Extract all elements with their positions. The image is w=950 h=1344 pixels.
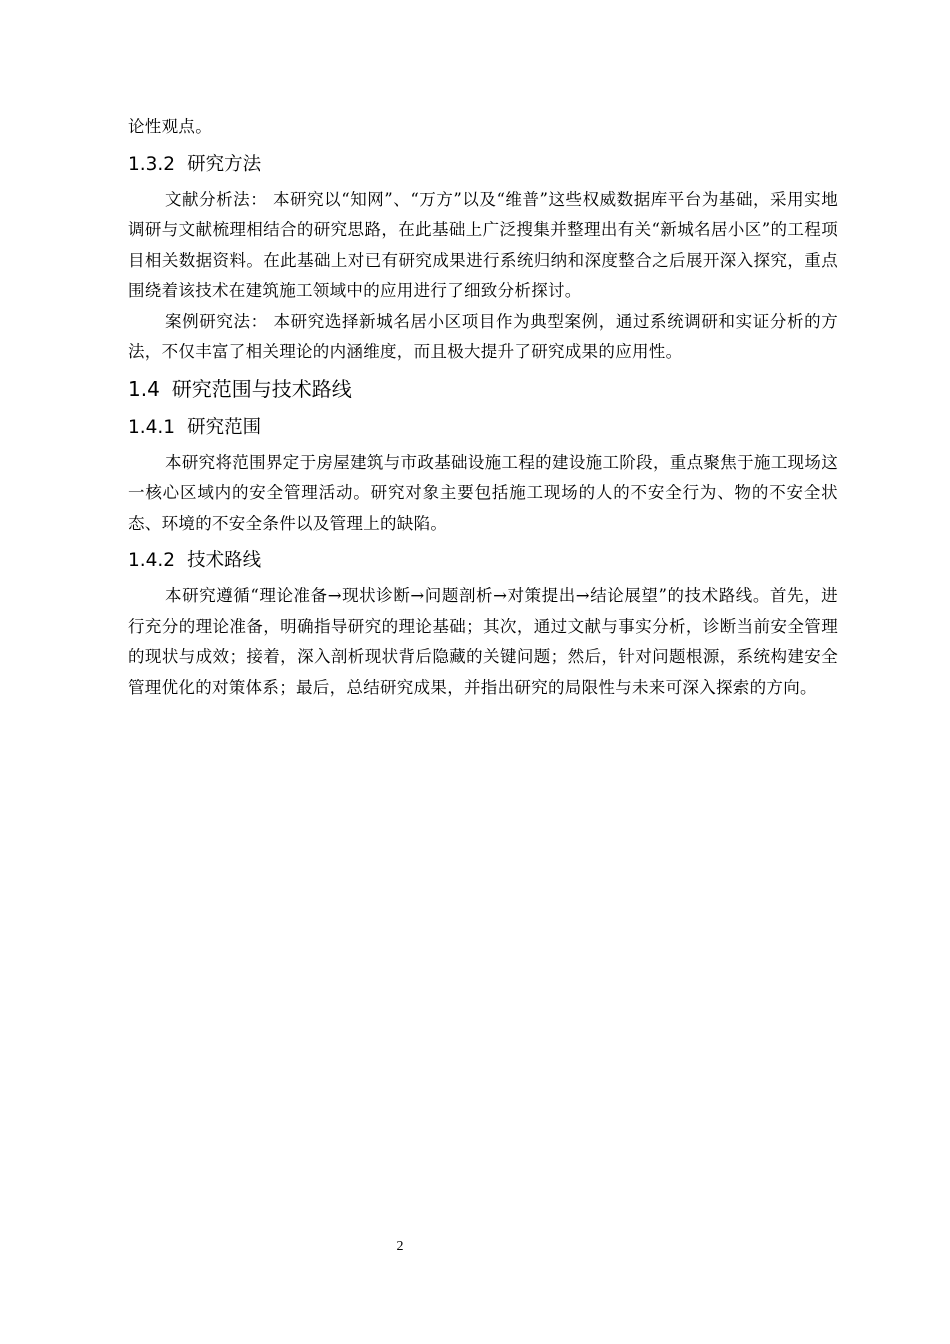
paragraph-literature-analysis: 文献分析法： 本研究以“知网”、“万方”以及“维普”这些权威数据库平台为基础，采用实地调研与文献梳理相结合的研究思路，在此基础上广泛搜集并整理出有关“新城名居小区”的工程项目相关数据资料。在此基础上对已有研究成果进行系统归纳和深度整合之后展开深入探究，重点围绕着该技术在建筑施工领域中的应用进行了细致分析探讨。 (128, 189, 838, 300)
heading-number: 1.4 (128, 376, 160, 401)
heading-title: 技术路线 (187, 550, 262, 571)
paragraph-case-study: 案例研究法： 本研究选择新城名居小区项目作为典型案例，通过系统调研和实证分析的方法，不仅丰富了相关理论的内涵维度，而且极大提升了研究成果的应用性。 (128, 311, 838, 361)
heading-title: 研究范围 (187, 416, 262, 438)
heading-1-4 (128, 372, 838, 406)
heading-1-4-2 (128, 545, 838, 577)
paragraph-continuation: 论性观点。 (128, 117, 212, 136)
heading-number: 1.4.1 (128, 416, 176, 438)
heading-title: 研究方法 (187, 153, 262, 175)
heading-1-3-2 (128, 149, 838, 181)
heading-number: 1.4.2 (128, 550, 176, 571)
heading-title: 研究范围与技术路线 (171, 376, 352, 401)
heading-1-4-1 (128, 412, 838, 444)
page-number: 2 (396, 1239, 404, 1254)
paragraph-technical-route: 本研究遵循“理论准备→现状诊断→问题剖析→对策提出→结论展望”的技术路线。首先，进行充分的理论准备，明确指导研究的理论基础；其次，通过文献与事实分析，诊断当前安全管理的现状与成效；接着，深入剖析现状背后隐藏的关键问题；然后，针对问题根源，系统构建安全管理优化的对策体系；最后，总结研究成果，并指出研究的局限性与未来可深入探索的方向。 (128, 586, 838, 697)
paragraph-research-scope: 本研究将范围界定于房屋建筑与市政基础设施工程的建设施工阶段，重点聚焦于施工现场这一核心区域内的安全管理活动。研究对象主要包括施工现场的人的不安全行为、物的不安全状态、环境的不安全条件以及管理上的缺陷。 (128, 452, 838, 533)
heading-number: 1.3.2 (128, 153, 176, 175)
document-body (128, 112, 838, 703)
